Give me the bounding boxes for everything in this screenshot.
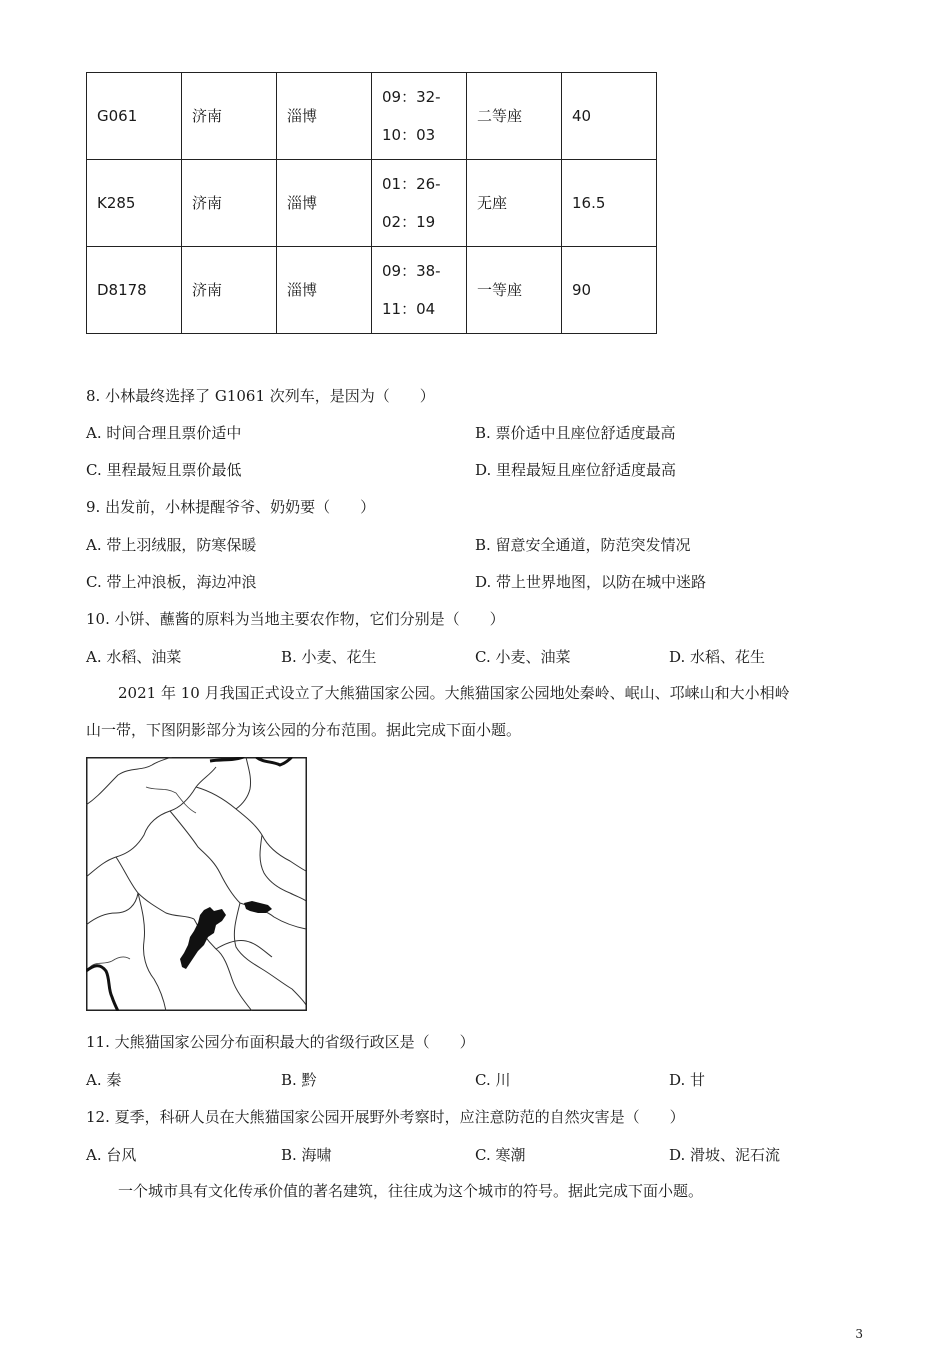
panda-passage-line-1: 2021 年 10 月我国正式设立了大熊猫国家公园。大熊猫国家公园地处秦岭、岷山、邛崃山和大小相岭 xyxy=(118,684,790,702)
seat-cell: 一等座 xyxy=(467,247,562,334)
seat-cell: 无座 xyxy=(467,160,562,247)
question-10-option-c: C. 小麦、油菜 xyxy=(475,648,571,666)
time-start: 01：26- xyxy=(382,175,441,193)
question-8-option-d: D. 里程最短且座位舒适度最高 xyxy=(475,461,677,479)
question-11-option-c: C. 川 xyxy=(475,1071,511,1089)
question-9-option-b: B. 留意安全通道，防范突发情况 xyxy=(475,536,691,554)
price-cell: 90 xyxy=(562,247,657,334)
departure-cell: 济南 xyxy=(182,247,277,334)
panda-park-map xyxy=(86,757,307,1011)
question-12-option-c: C. 寒潮 xyxy=(475,1146,526,1164)
building-passage xyxy=(86,1173,866,1210)
question-10-option-d: D. 水稻、花生 xyxy=(669,648,766,666)
building-passage-line: 一个城市具有文化传承价值的著名建筑，往往成为这个城市的符号。据此完成下面小题。 xyxy=(118,1182,704,1200)
train-number-cell: K285 xyxy=(87,160,182,247)
question-9-stem: 9. 出发前，小林提醒爷爷、奶奶要（ ） xyxy=(86,498,376,516)
price-cell: 40 xyxy=(562,73,657,160)
table-row xyxy=(87,247,657,334)
question-9-option-a: A. 带上羽绒服，防寒保暖 xyxy=(86,536,257,554)
question-11-stem: 11. 大熊猫国家公园分布面积最大的省级行政区是（ ） xyxy=(86,1033,475,1051)
question-8-option-c: C. 里程最短且票价最低 xyxy=(86,461,242,479)
question-12-stem: 12. 夏季，科研人员在大熊猫国家公园开展野外考察时，应注意防范的自然灾害是（ ） xyxy=(86,1108,685,1126)
seat-cell: 二等座 xyxy=(467,73,562,160)
train-number-cell: D8178 xyxy=(87,247,182,334)
price-cell: 16.5 xyxy=(562,160,657,247)
question-9-option-d: D. 带上世界地图，以防在城中迷路 xyxy=(475,573,707,591)
question-10-stem: 10. 小饼、蘸酱的原料为当地主要农作物，它们分别是（ ） xyxy=(86,610,505,628)
arrival-cell: 淄博 xyxy=(277,160,372,247)
question-9-option-c: C. 带上冲浪板，海边冲浪 xyxy=(86,573,257,591)
question-12-option-b: B. 海啸 xyxy=(281,1146,332,1164)
question-12-option-a: A. 台风 xyxy=(86,1146,137,1164)
time-start: 09：38- xyxy=(382,262,441,280)
departure-cell: 济南 xyxy=(182,160,277,247)
table-row xyxy=(87,160,657,247)
page-number: 3 xyxy=(855,1327,863,1341)
question-11-option-d: D. 甘 xyxy=(669,1071,706,1089)
panda-passage xyxy=(86,675,866,749)
question-11-option-a: A. 秦 xyxy=(86,1071,122,1089)
question-8-option-a: A. 时间合理且票价适中 xyxy=(86,424,242,442)
time-cell xyxy=(372,160,467,247)
time-cell xyxy=(372,73,467,160)
question-8-stem: 8. 小林最终选择了 G1061 次列车，是因为（ ） xyxy=(86,387,435,405)
time-end: 02：19 xyxy=(382,213,436,231)
time-end: 10：03 xyxy=(382,126,436,144)
question-10-option-a: A. 水稻、油菜 xyxy=(86,648,182,666)
departure-cell: 济南 xyxy=(182,73,277,160)
train-schedule-table xyxy=(86,72,657,334)
question-12-option-d: D. 滑坡、泥石流 xyxy=(669,1146,781,1164)
question-8-option-b: B. 票价适中且座位舒适度最高 xyxy=(475,424,676,442)
time-start: 09：32- xyxy=(382,88,441,106)
train-number-cell: G061 xyxy=(87,73,182,160)
panda-passage-line-2: 山一带，下图阴影部分为该公园的分布范围。据此完成下面小题。 xyxy=(86,721,522,739)
time-cell xyxy=(372,247,467,334)
arrival-cell: 淄博 xyxy=(277,73,372,160)
table-row xyxy=(87,73,657,160)
time-end: 11：04 xyxy=(382,300,436,318)
arrival-cell: 淄博 xyxy=(277,247,372,334)
question-11-option-b: B. 黔 xyxy=(281,1071,317,1089)
question-10-option-b: B. 小麦、花生 xyxy=(281,648,377,666)
